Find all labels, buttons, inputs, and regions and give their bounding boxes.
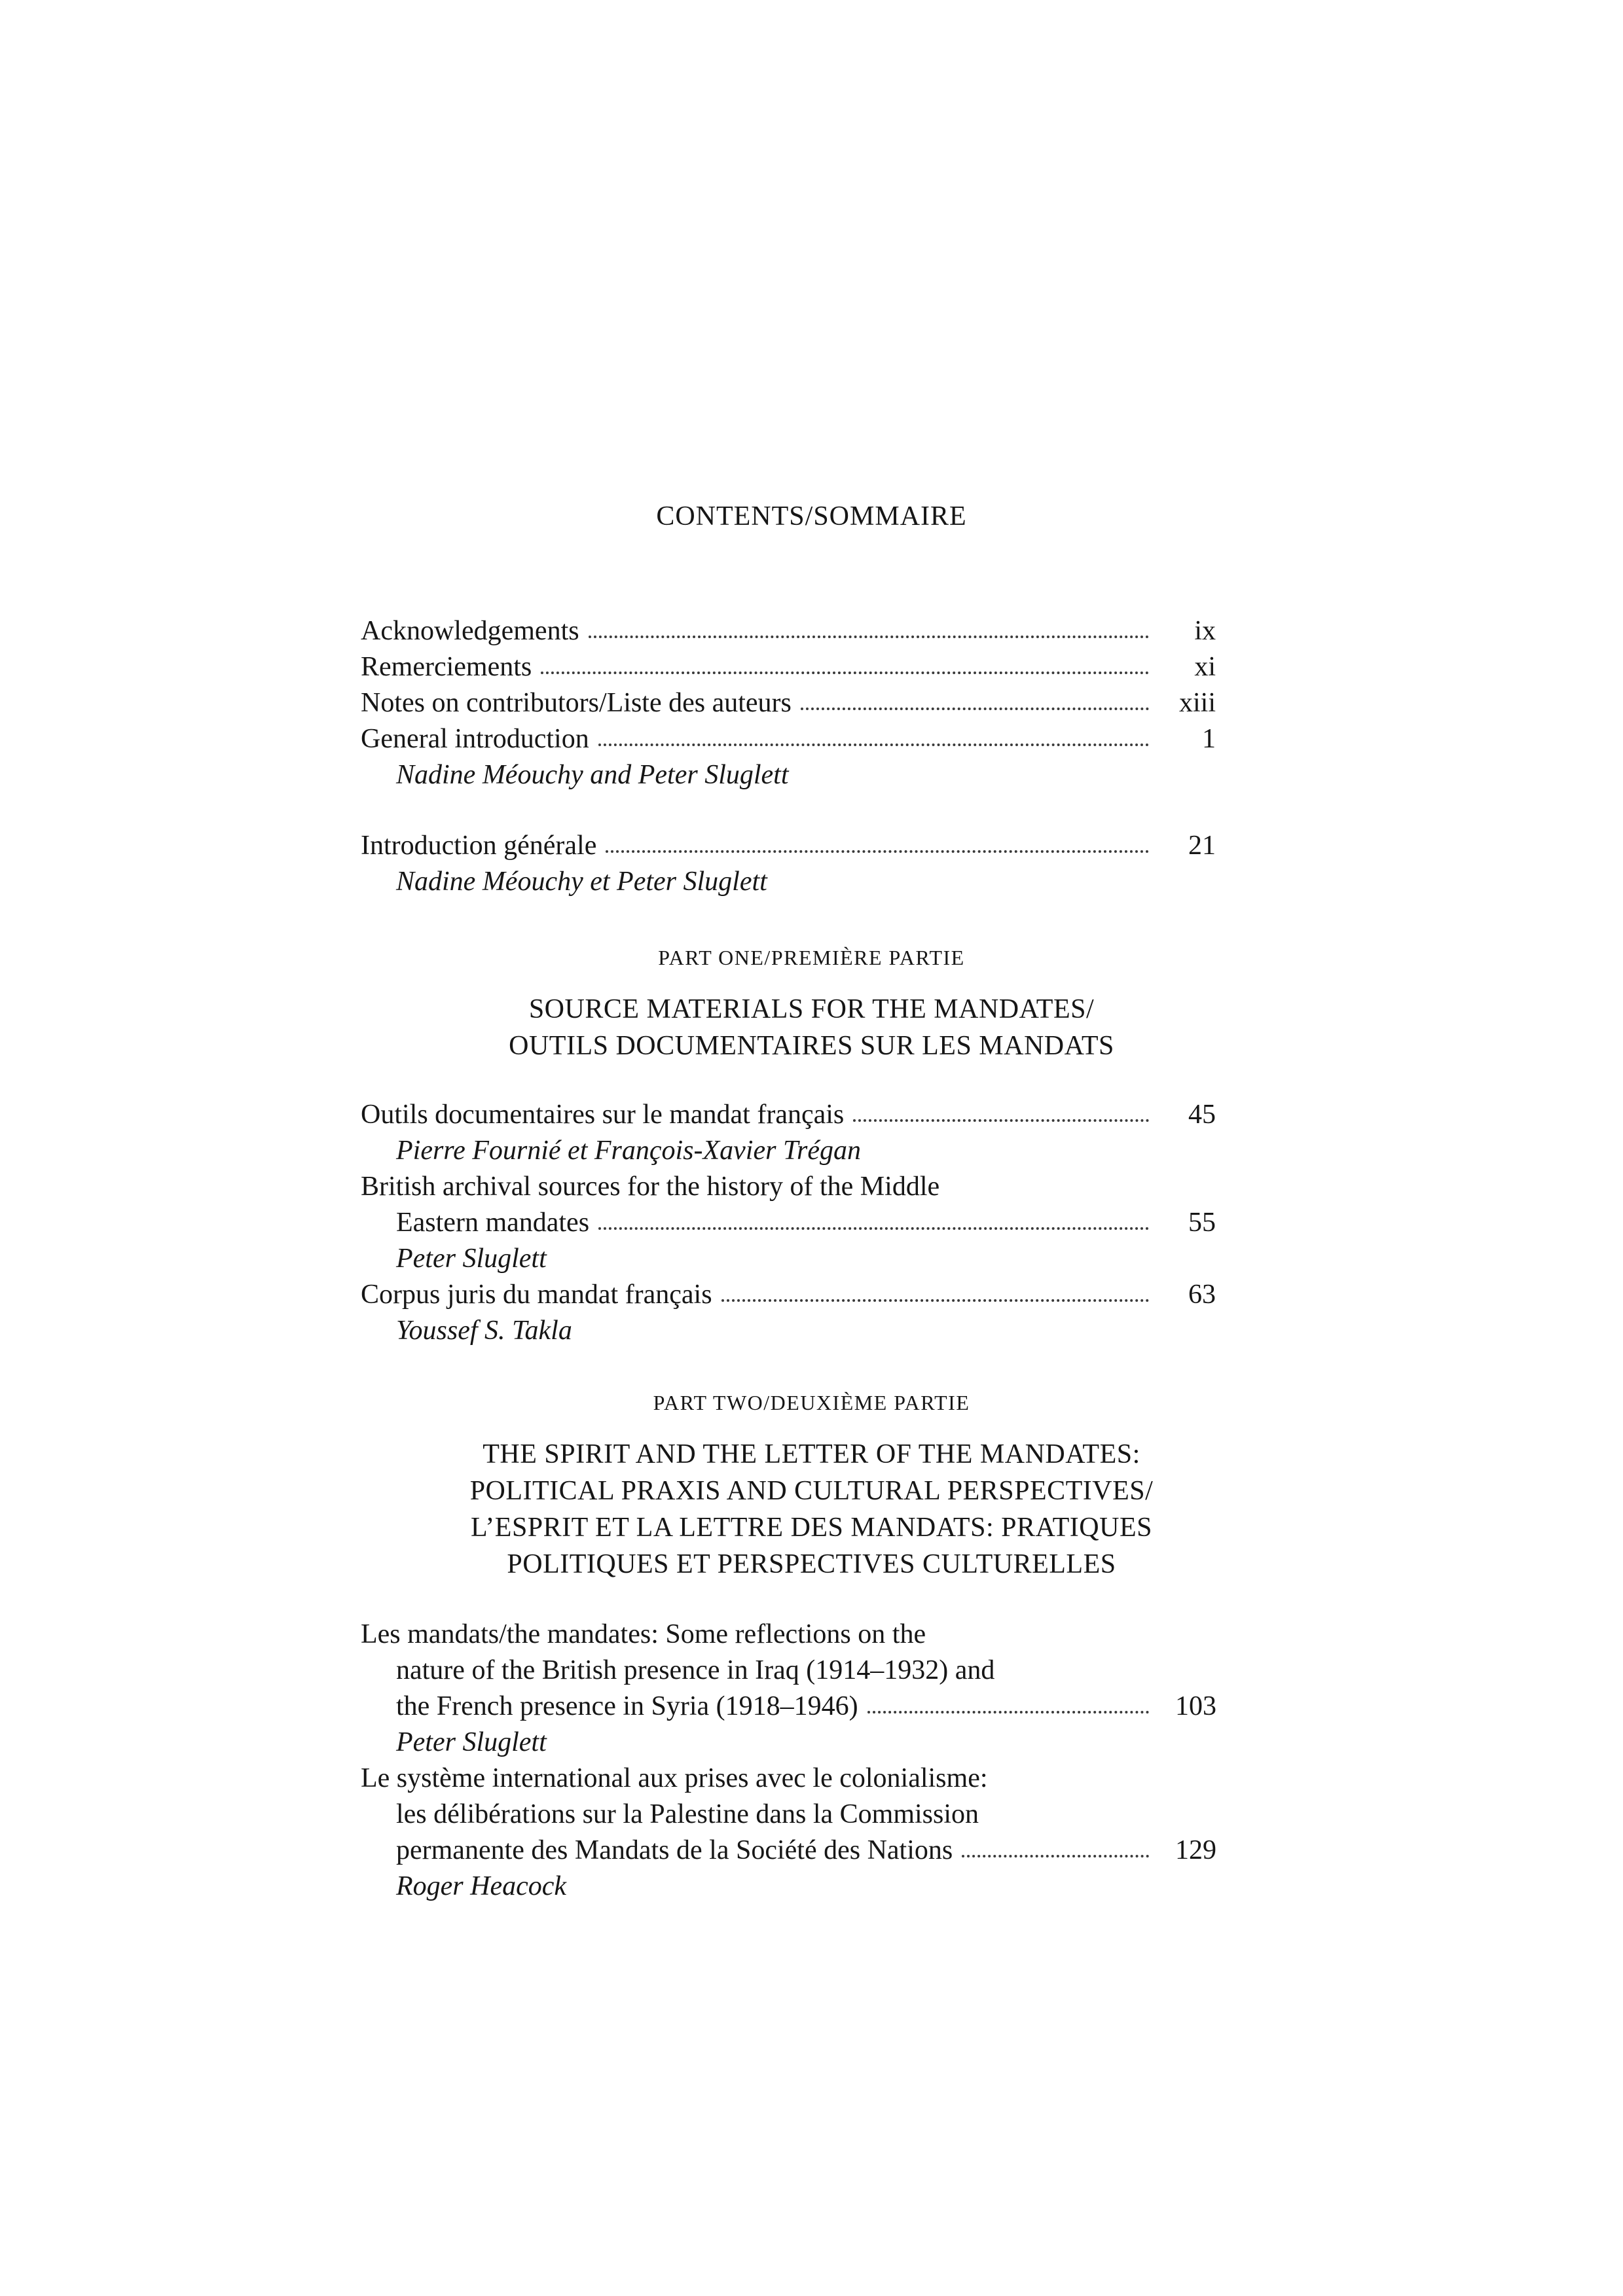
entry-title: British archival sources for the history of the Middle <box>361 1172 940 1202</box>
dot-leader <box>598 744 1149 746</box>
dot-leader <box>598 1227 1149 1230</box>
toc-entry <box>361 1761 1216 1905</box>
entry-title: Acknowledgements <box>361 616 579 646</box>
entry-title-continued: nature of the British presence in Iraq (1914–1932) and <box>396 1655 995 1685</box>
entry-title: Introduction générale <box>361 831 597 861</box>
page-number: 103 <box>1175 1691 1216 1721</box>
part-two-label: PART TWO/DEUXIÈME PARTIE <box>653 1391 970 1414</box>
part-title-line: POLITICAL PRAXIS AND CULTURAL PERSPECTIVES/ <box>469 1476 1154 1506</box>
toc-entry <box>361 828 1216 900</box>
page-number: 21 <box>1188 831 1216 861</box>
page-number: xiii <box>1178 688 1216 718</box>
entry-title-continued: Eastern mandates <box>396 1208 590 1238</box>
part-title-line: OUTILS DOCUMENTAIRES SUR LES MANDATS <box>509 1031 1114 1061</box>
toc-part-one <box>361 1097 1216 1349</box>
toc-entry <box>361 1097 1216 1169</box>
toc-introduction-generale <box>361 828 1216 900</box>
entry-title-continued: permanente des Mandats de la Société des Nations <box>396 1835 953 1865</box>
dot-leader <box>853 1119 1149 1122</box>
entry-title-continued: the French presence in Syria (1918–1946) <box>396 1691 858 1721</box>
toc-entry <box>361 1169 1216 1277</box>
page-number: xi <box>1194 652 1216 682</box>
dot-leader <box>589 636 1149 638</box>
toc-entry <box>361 685 1216 721</box>
dot-leader <box>721 1299 1149 1302</box>
part-title-line: SOURCE MATERIALS FOR THE MANDATES/ <box>528 994 1095 1024</box>
page-number: 129 <box>1175 1835 1216 1865</box>
entry-title: General introduction <box>361 724 589 754</box>
page-number: ix <box>1194 616 1216 646</box>
page-title: CONTENTS/SOMMAIRE <box>656 501 967 531</box>
entry-author: Peter Sluglett <box>396 1727 547 1757</box>
entry-title: Remerciements <box>361 652 532 682</box>
entry-author: Roger Heacock <box>396 1871 567 1901</box>
toc-entry <box>361 649 1216 685</box>
toc-part-two <box>361 1617 1216 1905</box>
entry-author: Nadine Méouchy and Peter Sluglett <box>396 760 789 790</box>
toc-entry <box>361 1617 1216 1761</box>
dot-leader <box>606 850 1149 853</box>
page-number: 55 <box>1188 1208 1216 1238</box>
toc-entry <box>361 721 1216 793</box>
entry-author: Peter Sluglett <box>396 1244 547 1274</box>
entry-title: Le système international aux prises avec le colonialisme: <box>361 1763 988 1793</box>
toc-entry <box>361 1277 1216 1349</box>
dot-leader <box>801 708 1149 710</box>
toc-front-matter <box>361 613 1216 793</box>
entry-author: Nadine Méouchy et Peter Sluglett <box>396 867 767 897</box>
part-two-title <box>0 1436 1623 1583</box>
entry-title: Corpus juris du mandat français <box>361 1280 712 1310</box>
page-number: 63 <box>1188 1280 1216 1310</box>
part-title-line: POLITIQUES ET PERSPECTIVES CULTURELLES <box>507 1549 1116 1579</box>
page-number: 1 <box>1202 724 1216 754</box>
dot-leader <box>541 672 1149 674</box>
entry-author: Youssef S. Takla <box>396 1316 572 1346</box>
part-one-label: PART ONE/PREMIÈRE PARTIE <box>658 946 965 969</box>
page-number: 45 <box>1188 1100 1216 1130</box>
part-title-line: THE SPIRIT AND THE LETTER OF THE MANDATES: <box>483 1439 1140 1469</box>
entry-author: Pierre Fournié et François-Xavier Trégan <box>396 1136 861 1166</box>
toc-entry <box>361 613 1216 649</box>
entry-title: Notes on contributors/Liste des auteurs <box>361 688 792 718</box>
dot-leader <box>962 1855 1149 1857</box>
entry-title: Outils documentaires sur le mandat français <box>361 1100 845 1130</box>
entry-title-continued: les délibérations sur la Palestine dans la Commission <box>396 1799 979 1829</box>
part-one-title <box>0 991 1623 1064</box>
entry-title: Les mandats/the mandates: Some reflections on the <box>361 1619 926 1649</box>
part-title-line: L’ESPRIT ET LA LETTRE DES MANDATS: PRATIQUES <box>471 1513 1152 1543</box>
dot-leader <box>867 1711 1149 1713</box>
